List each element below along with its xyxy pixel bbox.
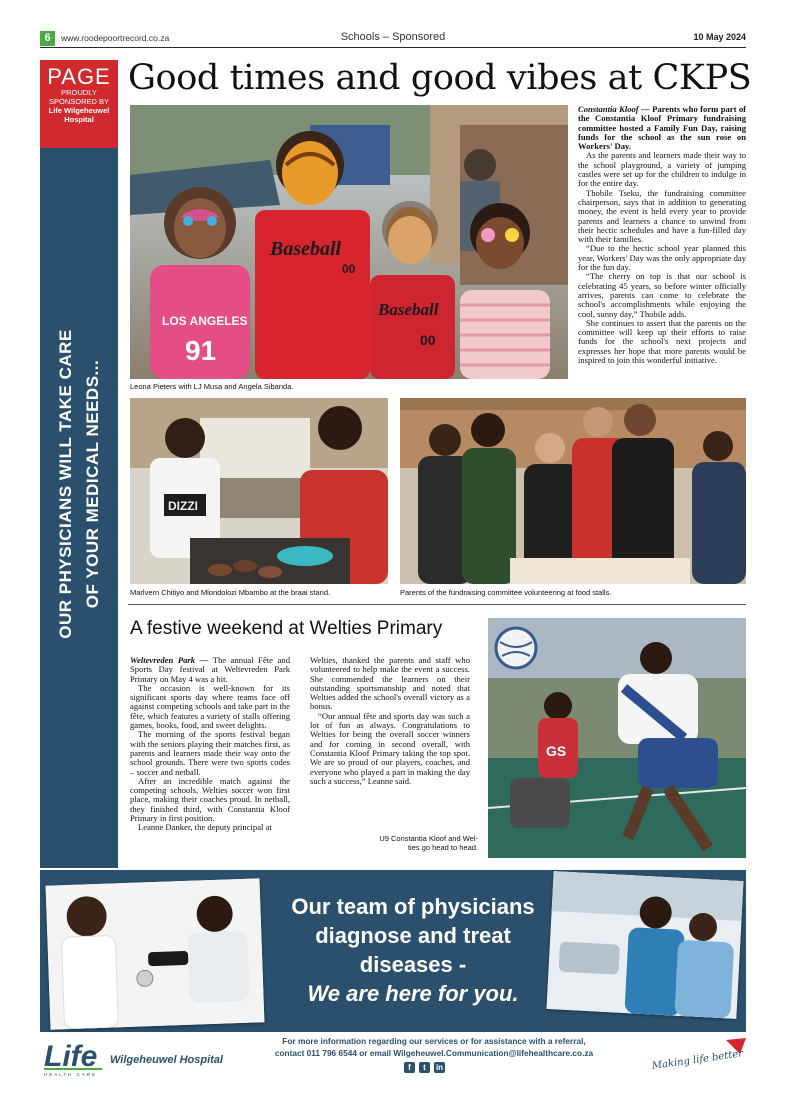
body-paragraph: After an incredible match against the competing schools, Welties soccer won first place, making their coaches proud. In netball, they finished third, with Constantia Kloof Primary in first position. [130,775,290,824]
shirt-text: Baseball [270,238,342,260]
doctor-patient-photo [46,878,265,1029]
lead-text: The annual Fête and Sports Day festival at Weltevreden Park Primary on May 4 was a hit. [130,655,290,684]
website-url[interactable]: www.roodepoortrecord.co.za [61,33,170,43]
page-word: PAGE [47,64,111,89]
sponsor-name: Hospital [64,115,94,124]
shirt-text: Baseball [378,300,439,319]
body-paragraph: Welties, thanked the parents and staff who volunteered to help make the event a success. She commended the learners on their outstanding sportsmanship and noted that Welties added the school's overall victory as a bonus. [310,655,470,712]
slogan-line: OUR PHYSICIANS WILL TAKE CARE [56,329,75,639]
braai-stand-photo [130,398,388,584]
advert-line: Our team of physicians [291,894,535,919]
svg-text:GS: GS [546,743,567,759]
social-links [404,1062,445,1073]
sponsor-line: SPONSORED BY [48,97,109,106]
sponsor-line: PROUDLY [61,88,97,97]
page-number: 6 [40,31,55,46]
contact-line[interactable]: contact 011 796 6544 or email Wilgeheuwel.Communication@lifehealthcare.co.za [274,1048,594,1058]
nurse-patient-photo [547,871,744,1019]
photo-caption: Marlvern Chitiyo and Mlondolozi Mbambo at the braai stand. [130,588,331,597]
shirt-number: 00 [342,262,356,276]
logo-word: Life [44,1040,98,1073]
body-paragraph: As the parents and learners made their way to the school playground, a variety of jumping castles were set up for the children to indulge in for the entire day. [578,150,746,189]
advert-line: diseases - [359,952,467,977]
body-paragraph: She continues to assert that the parents on the committee will keep up their efforts to raise funds for the school's next projects and expresses her hope that more parents would be inspired to join this wonderful initiative. [578,317,746,366]
caption-line: ties go head to head. [407,843,478,852]
advert-message [280,892,546,1008]
lead-paragraph [130,656,290,684]
contact-line: For more information regarding our services or for assistance with a referral, [282,1036,586,1046]
body-paragraph: “Our annual fête and sports day was such a lot of fun as always. Congratulations to Welties for being the overall soccer winners and for coming in second overall, with Constantia Kloof Primary taking the top spot. We are so proud of our players, coaches, and everyone who played a part in making the day such a success,” Leanne said. [310,710,470,786]
section-title: Schools – Sponsored [340,31,446,43]
advert-line: diagnose and treat [315,923,511,948]
body-paragraph: “The cherry on top is that our school is celebrating 45 years, so before winter officially arrives, parents can come to celebrate the school's accomplishments while enjoying the cool, sunny day,” Thobile adds. [578,271,746,319]
parents-food-stall-photo [400,398,746,584]
article-headline: A festive weekend at Welties Primary [130,618,443,639]
sponsor-box [40,60,118,148]
article2-body-col2 [310,656,470,786]
article2-body-col1 [130,656,290,833]
hospital-name: Wilgeheuwel Hospital [110,1054,223,1066]
lead-text: Parents who form part of the Constantia Kloof Primary fundraising committee hosted a Family Fun Day, raising funds for the school as the sun rose on Workers' Day. [578,104,747,152]
photo-caption [362,834,478,852]
shirt-text: DIZZI [168,499,198,513]
body-paragraph: Leanne Danker, the deputy principal at [138,822,272,833]
dateline: Weltevreden Park — [130,655,209,665]
issue-date: 10 May 2024 [693,32,746,42]
hospital-advert[interactable] [40,870,746,1032]
facebook-icon[interactable]: f [404,1062,415,1073]
advert-line: We are here for you. [307,981,519,1006]
shirt-number: 91 [185,335,217,366]
shirt-number: 00 [420,332,436,348]
dateline: Constantia Kloof — [578,104,650,114]
photo-caption: Parents of the fundraising committee volunteering at food stalls. [400,588,612,597]
netball-match-photo [488,618,746,858]
article-headline: Good times and good vibes at CKPS [128,58,752,98]
photo-caption: Leona Pieters with LJ Musa and Angela Sibanda. [130,382,294,391]
article-divider [128,604,746,605]
twitter-icon[interactable]: t [419,1062,430,1073]
slogan-line: OF YOUR MEDICAL NEEDS... [83,359,102,609]
body-paragraph: Thobile Tseku, the fundraising committee chairperson, says that in addition to generating money, the event is held every year to provide parents and learners a chance to unwind from their hectic schedules and have a fun-filled day with their families. [578,187,746,245]
sidebar-vertical-slogan [52,204,106,764]
sponsor-name: Life Wilgeheuwel [48,106,110,115]
body-paragraph: The morning of the sports festival began with the seniors playing their matches first, as parents and learners made their way onto the school grounds. There were two sports codes – soccer and netball. [130,729,290,777]
logo-subtext: HEALTH CARE [44,1072,98,1077]
tagline-text: Making life better [651,1048,744,1072]
body-paragraph: The occasion is well-known for its significant sports day where teams face off against competing schools and take part in the fête, which features a variety of stalls offering games, books, food, and sweet delights. [130,682,290,731]
life-healthcare-logo [40,1036,240,1078]
kids-face-paint-photo [130,105,568,379]
lead-paragraph [578,105,746,151]
tagline-logo [648,1038,748,1078]
article1-body [578,105,746,365]
shirt-text: LOS ANGELES [162,314,248,328]
body-paragraph: “Due to the hectic school year planned this year, Workers' Day was the only appropriate day for the fun day. [578,243,746,273]
contact-info [228,1035,640,1059]
linkedin-icon[interactable]: in [435,1063,444,1072]
caption-line: U9 Constantia Kloof and Wel- [379,834,478,843]
page-header [40,30,746,48]
